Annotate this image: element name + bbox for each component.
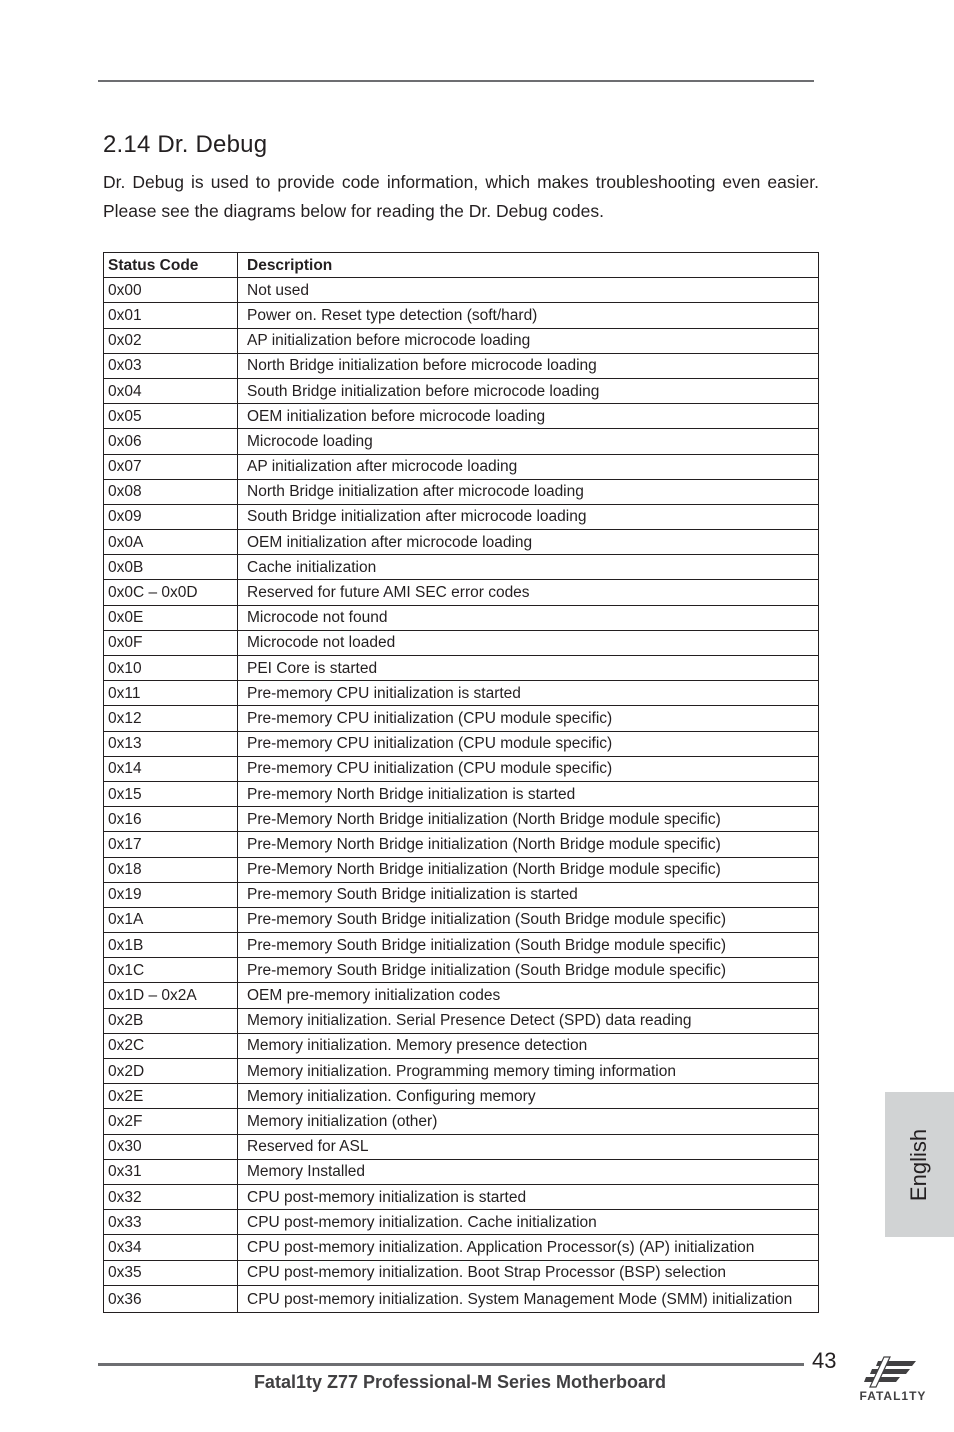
table-row [104, 958, 819, 983]
description-cell: AP initialization before microcode loading [238, 328, 819, 353]
status-code-cell: 0x02 [104, 328, 238, 353]
description-cell: Pre-memory CPU initialization (CPU module specific) [238, 731, 819, 756]
table-row [104, 605, 819, 630]
table-row [104, 1109, 819, 1134]
table-header-row [104, 253, 819, 278]
description-cell: Microcode loading [238, 429, 819, 454]
header-description: Description [238, 253, 819, 278]
status-code-cell: 0x15 [104, 781, 238, 806]
table-row [104, 706, 819, 731]
status-code-cell: 0x32 [104, 1184, 238, 1209]
table-row [104, 781, 819, 806]
description-cell: AP initialization after microcode loading [238, 454, 819, 479]
description-cell: Cache initialization [238, 555, 819, 580]
status-code-cell: 0x2F [104, 1109, 238, 1134]
description-cell: North Bridge initialization before microcode loading [238, 353, 819, 378]
status-code-cell: 0x1A [104, 907, 238, 932]
table-row [104, 429, 819, 454]
debug-code-table [103, 252, 819, 1313]
description-cell: Microcode not found [238, 605, 819, 630]
status-code-cell: 0x18 [104, 857, 238, 882]
language-label: English [906, 1128, 932, 1201]
status-code-cell: 0x36 [104, 1285, 238, 1312]
status-code-cell: 0x01 [104, 303, 238, 328]
status-code-cell: 0x0E [104, 605, 238, 630]
table-row [104, 907, 819, 932]
description-cell: South Bridge initialization before microcode loading [238, 378, 819, 403]
table-row [104, 404, 819, 429]
table-row [104, 1260, 819, 1285]
header-status-code: Status Code [104, 253, 238, 278]
status-code-cell: 0x08 [104, 479, 238, 504]
description-cell: Reserved for future AMI SEC error codes [238, 580, 819, 605]
status-code-cell: 0x17 [104, 832, 238, 857]
table-row [104, 1059, 819, 1084]
table-row [104, 756, 819, 781]
description-cell: CPU post-memory initialization. System Management Mode (SMM) initialization [238, 1285, 819, 1312]
description-cell: Pre-memory CPU initialization (CPU module specific) [238, 756, 819, 781]
description-cell: OEM pre-memory initialization codes [238, 983, 819, 1008]
status-code-cell: 0x05 [104, 404, 238, 429]
description-cell: Pre-memory North Bridge initialization is started [238, 781, 819, 806]
description-cell: Pre-Memory North Bridge initialization (North Bridge module specific) [238, 832, 819, 857]
table-row [104, 580, 819, 605]
status-code-cell: 0x07 [104, 454, 238, 479]
footer-rule [98, 1363, 804, 1366]
status-code-cell: 0x34 [104, 1235, 238, 1260]
description-cell: Memory initialization. Serial Presence Detect (SPD) data reading [238, 1008, 819, 1033]
status-code-cell: 0x11 [104, 681, 238, 706]
table-row [104, 1159, 819, 1184]
status-code-cell: 0x0C – 0x0D [104, 580, 238, 605]
fatal1ty-logo [854, 1355, 932, 1407]
table-row [104, 1033, 819, 1058]
page-number: 43 [812, 1348, 837, 1373]
logo-text: FATAL1TY [859, 1389, 927, 1403]
intro-paragraph: Dr. Debug is used to provide code information, which makes troubleshooting even easier. Please see the diagrams below for reading the Dr. Debug codes. [103, 172, 819, 221]
table-row [104, 278, 819, 303]
description-cell: Pre-memory CPU initialization (CPU module specific) [238, 706, 819, 731]
table-row [104, 1184, 819, 1209]
status-code-cell: 0x06 [104, 429, 238, 454]
status-code-cell: 0x00 [104, 278, 238, 303]
table-row [104, 504, 819, 529]
table-row [104, 1235, 819, 1260]
description-cell: South Bridge initialization after microcode loading [238, 504, 819, 529]
description-cell: Memory Installed [238, 1159, 819, 1184]
table-body [104, 278, 819, 1313]
status-code-cell: 0x19 [104, 882, 238, 907]
table-row [104, 1210, 819, 1235]
description-cell: CPU post-memory initialization. Cache initialization [238, 1210, 819, 1235]
description-cell: Pre-memory CPU initialization is started [238, 681, 819, 706]
table-row [104, 857, 819, 882]
status-code-cell: 0x30 [104, 1134, 238, 1159]
status-code-cell: 0x10 [104, 656, 238, 681]
table-row [104, 731, 819, 756]
table-row [104, 1008, 819, 1033]
description-cell: North Bridge initialization after microcode loading [238, 479, 819, 504]
table-row [104, 882, 819, 907]
status-code-cell: 0x0B [104, 555, 238, 580]
table-row [104, 681, 819, 706]
description-cell: Memory initialization. Memory presence detection [238, 1033, 819, 1058]
description-cell: Not used [238, 278, 819, 303]
table-row [104, 530, 819, 555]
status-code-cell: 0x12 [104, 706, 238, 731]
table-row [104, 1134, 819, 1159]
description-cell: Reserved for ASL [238, 1134, 819, 1159]
description-cell: CPU post-memory initialization. Application Processor(s) (AP) initialization [238, 1235, 819, 1260]
table-row [104, 454, 819, 479]
table-row [104, 479, 819, 504]
status-code-cell: 0x13 [104, 731, 238, 756]
language-side-tab [885, 1092, 954, 1237]
status-code-cell: 0x04 [104, 378, 238, 403]
status-code-cell: 0x03 [104, 353, 238, 378]
fatal1ty-logo-icon [854, 1355, 932, 1389]
status-code-cell: 0x2C [104, 1033, 238, 1058]
status-code-cell: 0x2E [104, 1084, 238, 1109]
table-row [104, 378, 819, 403]
status-code-cell: 0x1C [104, 958, 238, 983]
table-row [104, 807, 819, 832]
description-cell: PEI Core is started [238, 656, 819, 681]
description-cell: Microcode not loaded [238, 630, 819, 655]
description-cell: Pre-memory South Bridge initialization (South Bridge module specific) [238, 958, 819, 983]
description-cell: Memory initialization (other) [238, 1109, 819, 1134]
status-code-cell: 0x31 [104, 1159, 238, 1184]
description-cell: Pre-Memory North Bridge initialization (North Bridge module specific) [238, 807, 819, 832]
table-row [104, 933, 819, 958]
status-code-cell: 0x09 [104, 504, 238, 529]
status-code-cell: 0x2B [104, 1008, 238, 1033]
description-cell: CPU post-memory initialization. Boot Strap Processor (BSP) selection [238, 1260, 819, 1285]
table-row [104, 630, 819, 655]
description-cell: OEM initialization before microcode loading [238, 404, 819, 429]
status-code-cell: 0x2D [104, 1059, 238, 1084]
description-cell: Pre-memory South Bridge initialization is started [238, 882, 819, 907]
table-row [104, 353, 819, 378]
description-cell: Power on. Reset type detection (soft/hard) [238, 303, 819, 328]
status-code-cell: 0x1B [104, 933, 238, 958]
status-code-cell: 0x33 [104, 1210, 238, 1235]
table-row [104, 983, 819, 1008]
description-cell: Pre-memory South Bridge initialization (South Bridge module specific) [238, 933, 819, 958]
table-row [104, 832, 819, 857]
table-row [104, 303, 819, 328]
section-title: 2.14 Dr. Debug [103, 131, 268, 158]
description-cell: Memory initialization. Configuring memory [238, 1084, 819, 1109]
status-code-cell: 0x1D – 0x2A [104, 983, 238, 1008]
table-row [104, 328, 819, 353]
status-code-cell: 0x0F [104, 630, 238, 655]
table-row [104, 555, 819, 580]
status-code-cell: 0x14 [104, 756, 238, 781]
table-row [104, 656, 819, 681]
description-cell: CPU post-memory initialization is started [238, 1184, 819, 1209]
description-cell: Pre-memory South Bridge initialization (South Bridge module specific) [238, 907, 819, 932]
status-code-cell: 0x35 [104, 1260, 238, 1285]
table-row [104, 1084, 819, 1109]
description-cell: Memory initialization. Programming memory timing information [238, 1059, 819, 1084]
status-code-cell: 0x16 [104, 807, 238, 832]
description-cell: Pre-Memory North Bridge initialization (North Bridge module specific) [238, 857, 819, 882]
description-cell: OEM initialization after microcode loading [238, 530, 819, 555]
table-row [104, 1285, 819, 1312]
header-rule [98, 80, 814, 82]
footer-title: Fatal1ty Z77 Professional-M Series Motherboard [253, 1372, 667, 1392]
status-code-cell: 0x0A [104, 530, 238, 555]
